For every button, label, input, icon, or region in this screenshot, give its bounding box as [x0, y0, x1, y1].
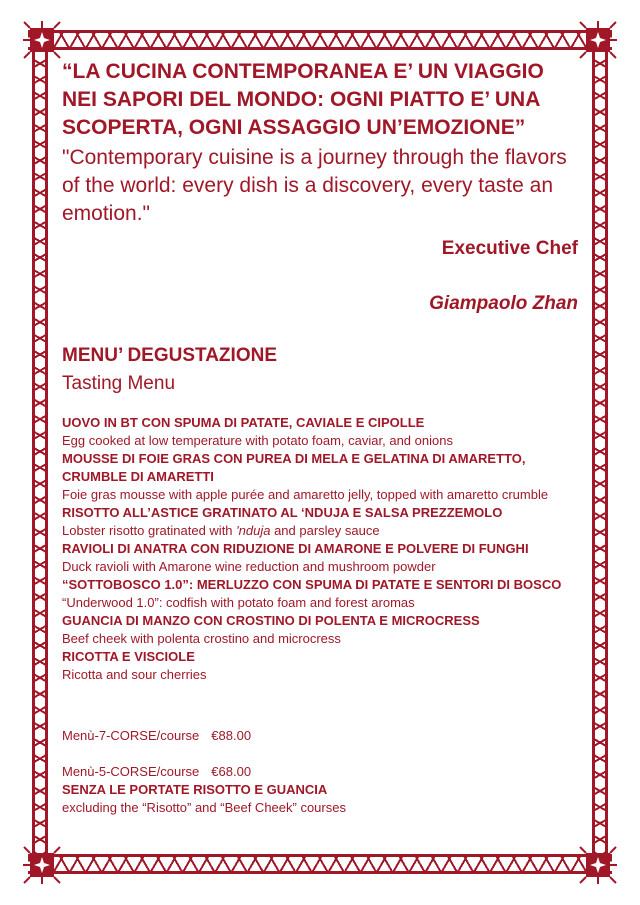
dish-name-italian: UOVO IN BT CON SPUMA DI PATATE, CAVIALE E CIPOLLE: [62, 415, 425, 430]
corner-ornament-icon: [22, 20, 62, 60]
quote-block: [62, 58, 580, 228]
top-border: [28, 30, 612, 50]
dish-item: [62, 576, 580, 612]
dish-english-part: and parsley sauce: [270, 523, 380, 538]
dish-name-italian: “SOTTOBOSCO 1.0”: MERLUZZO CON SPUMA DI PATATE E SENTORI DI BOSCO: [62, 577, 562, 592]
corner-ornament-icon: [578, 20, 618, 60]
dish-name-english: Foie gras mousse with apple purée and amaretto jelly, topped with amaretto crumble: [62, 487, 549, 502]
chef-role: Executive Chef: [441, 238, 578, 259]
dish-item: [62, 612, 580, 648]
dish-item: [62, 414, 580, 450]
right-border: [592, 28, 608, 877]
price-label: Menù-5-CORSE/course: [62, 764, 200, 779]
price-amount: €88.00: [211, 728, 252, 743]
dish-name-english: “Underwood 1.0”: codfish with potato foam and forest aromas: [62, 595, 415, 610]
dish-name-english: Beef cheek with polenta crostino and microcress: [62, 631, 341, 646]
dish-english-part: Lobster risotto gratinated with: [62, 523, 237, 538]
dish-item: [62, 648, 580, 684]
note-english: excluding the “Risotto” and “Beef Cheek” courses: [62, 800, 346, 815]
dish-name-english: Duck ravioli with Amarone wine reduction and mushroom powder: [62, 559, 436, 574]
dish-name-italian: RICOTTA E VISCIOLE: [62, 649, 195, 664]
quote-english: "Contemporary cuisine is a journey through the flavors of the world: every dish is a discovery, every taste an emotion.": [62, 146, 567, 225]
menu-title: MENU’ DEGUSTAZIONE: [62, 345, 277, 366]
dish-name-italian: MOUSSE DI FOIE GRAS CON PUREA DI MELA E GELATINA DI AMARETTO, CRUMBLE DI AMARETTI: [62, 451, 526, 484]
note-italian: SENZA LE PORTATE RISOTTO E GUANCIA: [62, 782, 328, 797]
price-row: [62, 763, 251, 781]
dish-name-italian: RAVIOLI DI ANATRA CON RIDUZIONE DI AMARONE E POLVERE DI FUNGHI: [62, 541, 529, 556]
dish-list: [62, 414, 580, 684]
dish-item: [62, 504, 580, 540]
dish-item: [62, 540, 580, 576]
dish-name-italian: RISOTTO ALL’ASTICE GRATINATO AL ‘NDUJA E SALSA PREZZEMOLO: [62, 505, 503, 520]
price-row: [62, 727, 251, 745]
left-border: [32, 28, 48, 877]
price-amount: €68.00: [211, 764, 252, 779]
menu-header: [62, 343, 580, 397]
dish-english-emphasis: 'nduja: [236, 523, 271, 538]
dish-name-english: Egg cooked at low temperature with potato foam, caviar, and onions: [62, 433, 453, 448]
menu-subtitle: Tasting Menu: [62, 373, 176, 394]
bottom-border: [28, 854, 612, 874]
quote-italian: “LA CUCINA CONTEMPORANEA E’ UN VIAGGIO NEI SAPORI DEL MONDO: OGNI PIATTO E’ UNA SCOPERTA, OGNI ASSAGGIO UN’EMOZIONE”: [62, 60, 544, 139]
price-label: Menù-7-CORSE/course: [62, 728, 200, 743]
dish-name-english: [62, 522, 580, 540]
dish-name-english: Ricotta and sour cherries: [62, 667, 207, 682]
menu-note: [62, 781, 580, 817]
chef-name: Giampaolo Zhan: [429, 293, 578, 314]
dish-name-italian: GUANCIA DI MANZO CON CROSTINO DI POLENTA E MICROCRESS: [62, 613, 480, 628]
corner-ornament-icon: [578, 845, 618, 885]
corner-ornament-icon: [22, 845, 62, 885]
dish-item: [62, 450, 580, 504]
